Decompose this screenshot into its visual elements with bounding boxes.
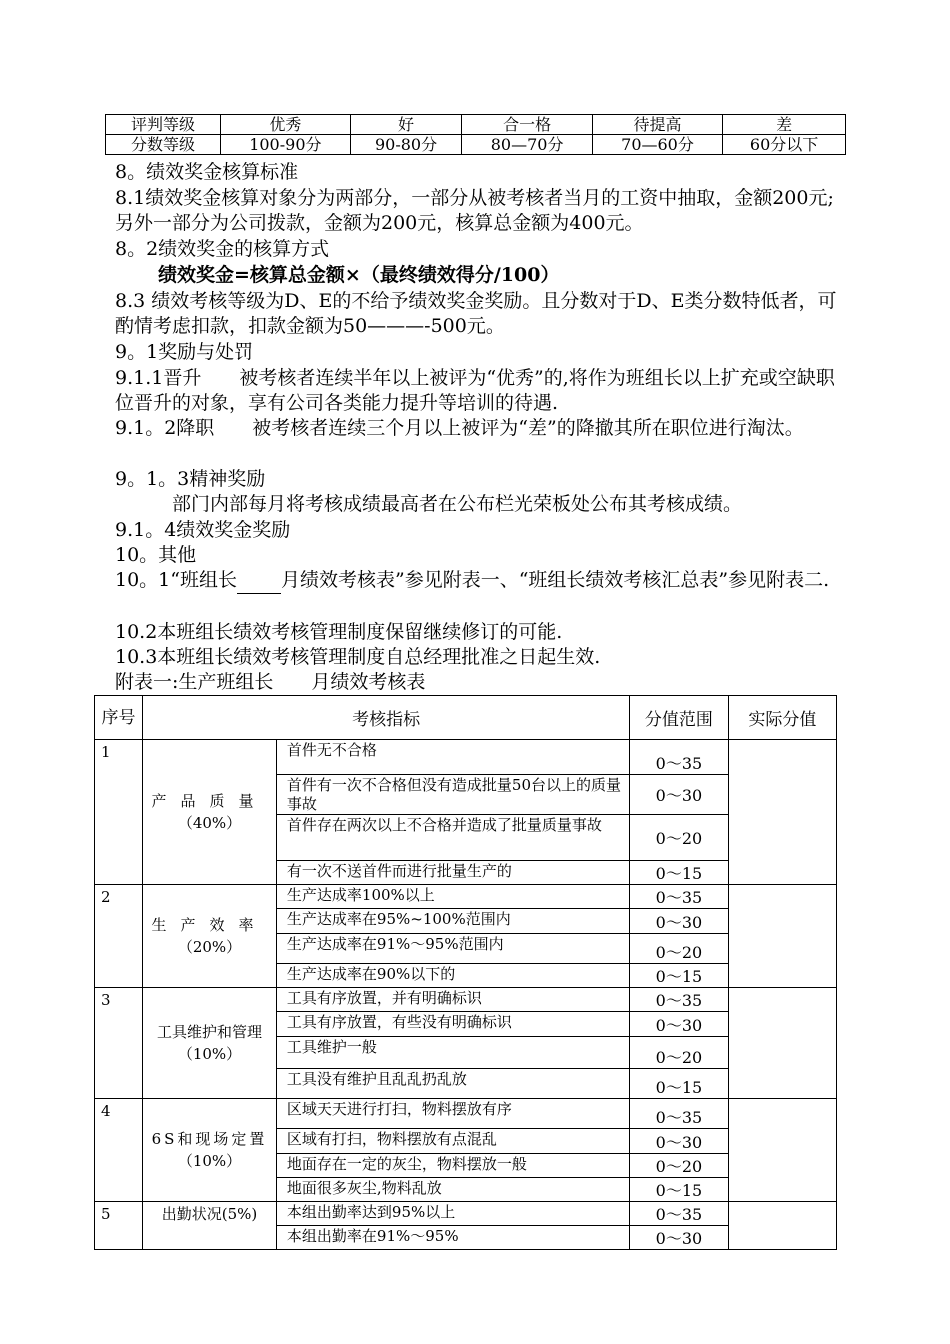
- indicator-cell: 有一次不送首件而进行批量生产的: [276, 861, 629, 885]
- table-row: [95, 1099, 837, 1129]
- table-row: [106, 115, 846, 135]
- paragraph-9-1-1: 9.1.1晋升 被考核者连续半年以上被评为“优秀”的,将作为班组长以上扩充或空缺职位晋升的对象，享有公司各类能力提升等培训的待遇.: [115, 367, 835, 414]
- category-cell: [143, 1099, 277, 1202]
- formula-line: 绩效奖金=核算总金额×（最终绩效得分/100）: [158, 264, 560, 286]
- table-row: [106, 135, 846, 155]
- section-heading-9-1-3: 9。1。3精神奖励: [115, 468, 266, 490]
- indicator-cell: 本组出勤率达到95%以上: [276, 1202, 629, 1226]
- section-heading-9-1: 9。1奖励与处罚: [115, 341, 254, 363]
- paragraph-10-2: 10.2本班组长绩效考核管理制度保留继续修订的可能.: [115, 621, 563, 643]
- table-cell: 70—60分: [592, 135, 722, 155]
- appendix-title-start: 附表一:生产班组长: [115, 671, 274, 693]
- actual-score-cell[interactable]: [728, 740, 836, 885]
- indicator-cell: 生产达成率在91%～95%范围内: [276, 934, 629, 964]
- category-cell: [143, 740, 277, 885]
- actual-score-cell[interactable]: [728, 1099, 836, 1202]
- paragraph-8-1: 8.1绩效奖金核算对象分为两部分，一部分从被考核者当月的工资中抽取，金额200元;另外一部分为公司拨款，金额为200元，核算总金额为400元。: [115, 187, 834, 234]
- table-header-row: [95, 696, 837, 740]
- category-name: 生产效率: [151, 916, 268, 934]
- indicator-cell: 工具没有维护且乱乱扔乱放: [276, 1069, 629, 1099]
- header-range: 分值范围: [630, 696, 729, 740]
- indicator-cell: 首件存在两次以上不合格并造成了批量质量事故: [276, 815, 629, 861]
- header-no: 序号: [95, 696, 143, 740]
- range-cell: 0～35: [630, 1099, 729, 1129]
- paragraph-9-1-2: 9.1。2降职 被考核者连续三个月以上被评为“差”的降撤其所在职位进行淘汰。: [115, 417, 804, 439]
- table-cell: 分数等级: [106, 135, 221, 155]
- table-cell: 待提高: [592, 115, 722, 135]
- actual-score-cell[interactable]: [728, 1202, 836, 1250]
- indicator-cell: 工具维护一般: [276, 1037, 629, 1069]
- table-cell: 差: [723, 115, 846, 135]
- indicator-cell: 本组出勤率在91%～95%: [276, 1226, 629, 1250]
- paragraph-10-1-end: 月绩效考核表”参见附表一、“班组长绩效考核汇总表”参见附表二.: [280, 569, 830, 591]
- indicator-cell: 区域天天进行打扫，物料摆放有序: [276, 1099, 629, 1129]
- row-number: 2: [95, 885, 143, 988]
- category-weight: （10%）: [177, 1152, 242, 1170]
- section-heading-9-1-4: 9.1。4绩效奖金奖励: [115, 519, 291, 541]
- range-cell: 0～20: [630, 1154, 729, 1178]
- table-cell: 90-80分: [350, 135, 462, 155]
- section-heading-10: 10。其他: [115, 544, 197, 566]
- header-actual: 实际分值: [728, 696, 836, 740]
- indicator-cell: 工具有序放置，有些没有明确标识: [276, 1012, 629, 1037]
- actual-score-cell[interactable]: [728, 988, 836, 1099]
- row-number: 4: [95, 1099, 143, 1202]
- table-row: [95, 885, 837, 909]
- assessment-table: [94, 695, 837, 1250]
- indicator-cell: 工具有序放置，并有明确标识: [276, 988, 629, 1012]
- indicator-cell: 生产达成率100%以上: [276, 885, 629, 909]
- table-cell: 100-90分: [221, 135, 351, 155]
- range-cell: 0～35: [630, 988, 729, 1012]
- range-cell: 0～15: [630, 1178, 729, 1202]
- row-number: 3: [95, 988, 143, 1099]
- table-cell: 好: [350, 115, 462, 135]
- category-weight: （20%）: [177, 938, 242, 956]
- actual-score-cell[interactable]: [728, 885, 836, 988]
- indicator-cell: 首件有一次不合格但没有造成批量50台以上的质量事故: [276, 775, 629, 815]
- indicator-cell: 地面存在一定的灰尘，物料摆放一般: [276, 1154, 629, 1178]
- category-name: 出勤状况(5%): [161, 1205, 258, 1223]
- paragraph-9-1-3: 部门内部每月将考核成绩最高者在公布栏光荣板处公布其考核成绩。: [172, 493, 743, 515]
- table-row: [95, 740, 837, 775]
- table-cell: 评判等级: [106, 115, 221, 135]
- section-heading-8-2: 8。2绩效奖金的核算方式: [115, 238, 330, 260]
- indicator-cell: 地面很多灰尘,物料乱放: [276, 1178, 629, 1202]
- grade-table: [105, 114, 846, 155]
- table-cell: 60分以下: [723, 135, 846, 155]
- category-name: 产品质量: [151, 792, 268, 810]
- blank-line: [237, 568, 281, 594]
- range-cell: 0～35: [630, 885, 729, 909]
- table-row: [95, 988, 837, 1012]
- range-cell: 0～30: [630, 909, 729, 934]
- indicator-cell: 区域有打扫，物料摆放有点混乱: [276, 1129, 629, 1154]
- table-row: [95, 1202, 837, 1226]
- category-weight: （40%）: [177, 814, 242, 832]
- range-cell: 0～15: [630, 1069, 729, 1099]
- appendix-title-end: 月绩效考核表: [311, 671, 426, 693]
- range-cell: 0～35: [630, 1202, 729, 1226]
- range-cell: 0～20: [630, 815, 729, 861]
- paragraph-8-3: 8.3 绩效考核等级为D、E的不给予绩效奖金奖励。且分数对于D、E类分数特低者，可酌情考虑扣款，扣款金额为50———-500元。: [115, 290, 837, 337]
- table-cell: 优秀: [221, 115, 351, 135]
- row-number: 1: [95, 740, 143, 885]
- range-cell: 0～30: [630, 1226, 729, 1250]
- indicator-cell: 生产达成率在95%~100%范围内: [276, 909, 629, 934]
- indicator-cell: 生产达成率在90%以下的: [276, 964, 629, 988]
- blank-line: [273, 670, 311, 696]
- header-indicator: 考核指标: [143, 696, 630, 740]
- table-cell: 80—70分: [462, 135, 592, 155]
- range-cell: 0～15: [630, 861, 729, 885]
- paragraph-10-3: 10.3本班组长绩效考核管理制度自总经理批准之日起生效.: [115, 646, 601, 668]
- range-cell: 0～35: [630, 740, 729, 775]
- row-number: 5: [95, 1202, 143, 1250]
- range-cell: 0～20: [630, 934, 729, 964]
- table-cell: 合一格: [462, 115, 592, 135]
- category-name: 工具维护和管理: [156, 1023, 262, 1041]
- appendix-title: [115, 670, 845, 696]
- range-cell: 0～30: [630, 1012, 729, 1037]
- paragraph-10-1: [115, 568, 845, 594]
- paragraph-10-1-start: 10。1“班组长: [115, 569, 237, 591]
- range-cell: 0～15: [630, 964, 729, 988]
- section-heading-8: 8。绩效奖金核算标准: [115, 161, 299, 183]
- range-cell: 0～30: [630, 775, 729, 815]
- range-cell: 0～30: [630, 1129, 729, 1154]
- category-cell: [143, 1202, 277, 1250]
- category-cell: [143, 988, 277, 1099]
- category-weight: （10%）: [177, 1045, 242, 1063]
- category-name: 6S和现场定置: [151, 1130, 268, 1148]
- range-cell: 0～20: [630, 1037, 729, 1069]
- category-cell: [143, 885, 277, 988]
- indicator-cell: 首件无不合格: [276, 740, 629, 775]
